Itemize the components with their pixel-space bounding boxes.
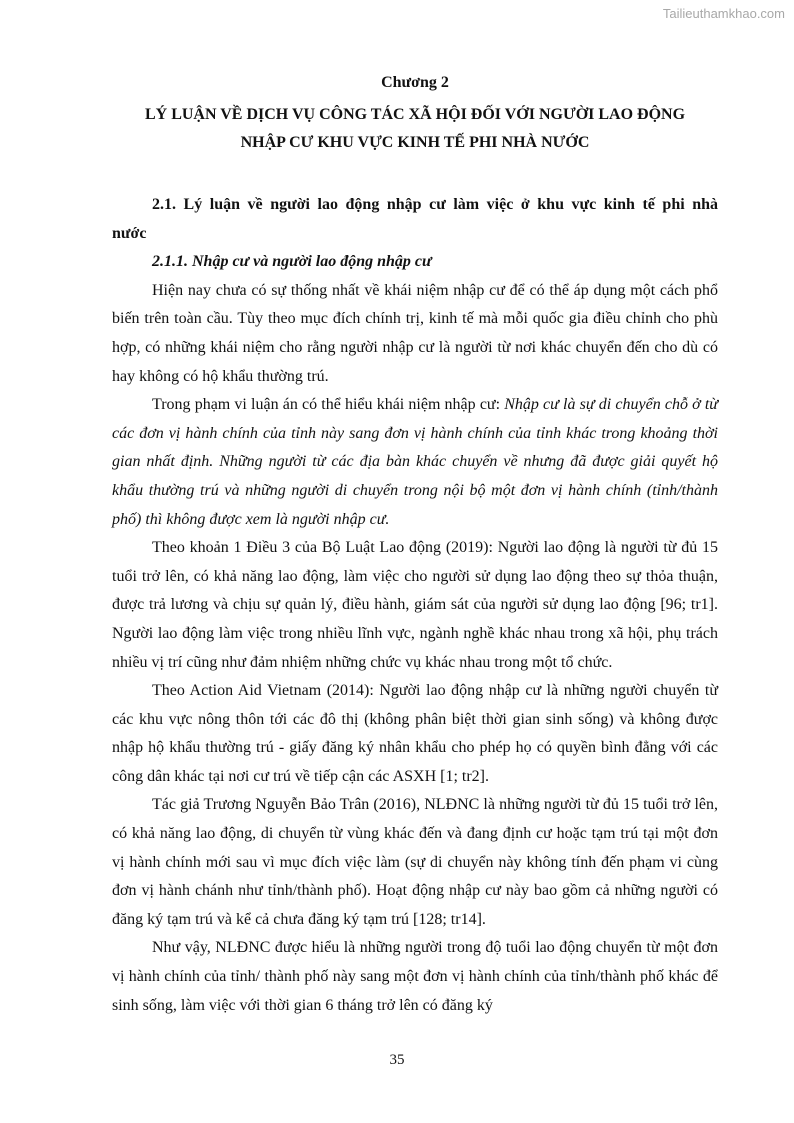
paragraph-5: Tác giả Trương Nguyễn Bảo Trân (2016), NLĐNC là những người từ đủ 15 tuổi trở lên, có khả năng lao động, di chuyển từ vùng khác đến và đang định cư hoặc tạm trú tại một đơn vị hành chính mới sau vì mục đích việc làm (sự di chuyển này không tính đến phạm vi cùng đơn vị hành chánh như tỉnh/thành phố). Hoạt động nhập cư này bao gồm cả những người có đăng ký tạm trú và kể cả chưa đăng ký tạm trú [128; tr14]. xyxy=(112,796,718,928)
paragraph-2-definition: Nhập cư là sự di chuyển chỗ ở từ các đơn vị hành chính của tỉnh này sang đơn vị hành chính của tỉnh khác trong khoảng thời gian nhất định. Những người từ các địa bàn khác chuyển về nhưng đã được giải quyết hộ khẩu thường trú và những người di chuyển trong nội bộ một đơn vị hành chính (tỉnh/thành phố) thì không được xem là người nhập cư. xyxy=(112,396,718,528)
section-heading: 2.1. Lý luận về người lao động nhập cư làm việc ở khu vực kinh tế phi nhà nước xyxy=(112,196,718,242)
paragraph-1: Hiện nay chưa có sự thống nhất về khái niệm nhập cư để có thể áp dụng một cách phổ biến trên toàn cầu. Tùy theo mục đích chính trị, kinh tế mà mỗi quốc gia điều chỉnh cho phù hợp, có những khái niệm cho rằng người nhập cư là người từ nơi khác chuyển đến cho dù có hay không có hộ khẩu thường trú. xyxy=(112,281,718,385)
paragraph-2-intro: Trong phạm vi luận án có thể hiểu khái niệm nhập cư: xyxy=(152,396,505,414)
watermark-text: Tailieuthamkhao.com xyxy=(662,6,785,21)
paragraph-4: Theo Action Aid Vietnam (2014): Người lao động nhập cư là những người chuyển từ các khu vực nông thôn tới các đô thị (không phân biệt thời gian sinh sống) và không được nhập hộ khẩu thường trú - giấy đăng ký nhân khẩu cho phép họ có quyền bình đẳng với các công dân khác tại nơi cư trú về tiếp cận các ASXH [1; tr2]. xyxy=(112,682,718,785)
paragraph-2 xyxy=(112,391,718,534)
chapter-label: Chương 2 xyxy=(381,74,449,91)
paragraph-6: Như vậy, NLĐNC được hiểu là những người trong độ tuổi lao động chuyển từ một đơn vị hành chính của tỉnh/ thành phố này sang một đơn vị hành chính của tỉnh/thành phố khác để sinh sống, làm việc với thời gian 6 tháng trở lên có đăng ký xyxy=(112,939,718,1014)
document-page xyxy=(112,73,718,1020)
subsection-heading: 2.1.1. Nhập cư và người lao động nhập cư xyxy=(152,253,432,271)
chapter-title-line-2: NHẬP CƯ KHU VỰC KINH TẾ PHI NHÀ NƯỚC xyxy=(240,134,590,151)
paragraph-3: Theo khoản 1 Điều 3 của Bộ Luật Lao động (2019): Người lao động là người từ đủ 15 tuổi trở lên, có khả năng lao động, làm việc cho người sử dụng lao động theo sự thỏa thuận, được trả lương và chịu sự quản lý, điều hành, giám sát của người sử dụng lao động [96; tr1]. Người lao động làm việc trong nhiều lĩnh vực, ngành nghề khác nhau trong xã hội, phụ trách nhiều vị trí cũng như đảm nhiệm những chức vụ khác nhau trong một tổ chức. xyxy=(112,539,718,671)
page-number: 35 xyxy=(389,1052,405,1068)
chapter-title xyxy=(112,101,718,157)
chapter-title-line-1: LÝ LUẬN VỀ DỊCH VỤ CÔNG TÁC XÃ HỘI ĐỐI VỚI NGƯỜI LAO ĐỘNG xyxy=(144,106,686,123)
